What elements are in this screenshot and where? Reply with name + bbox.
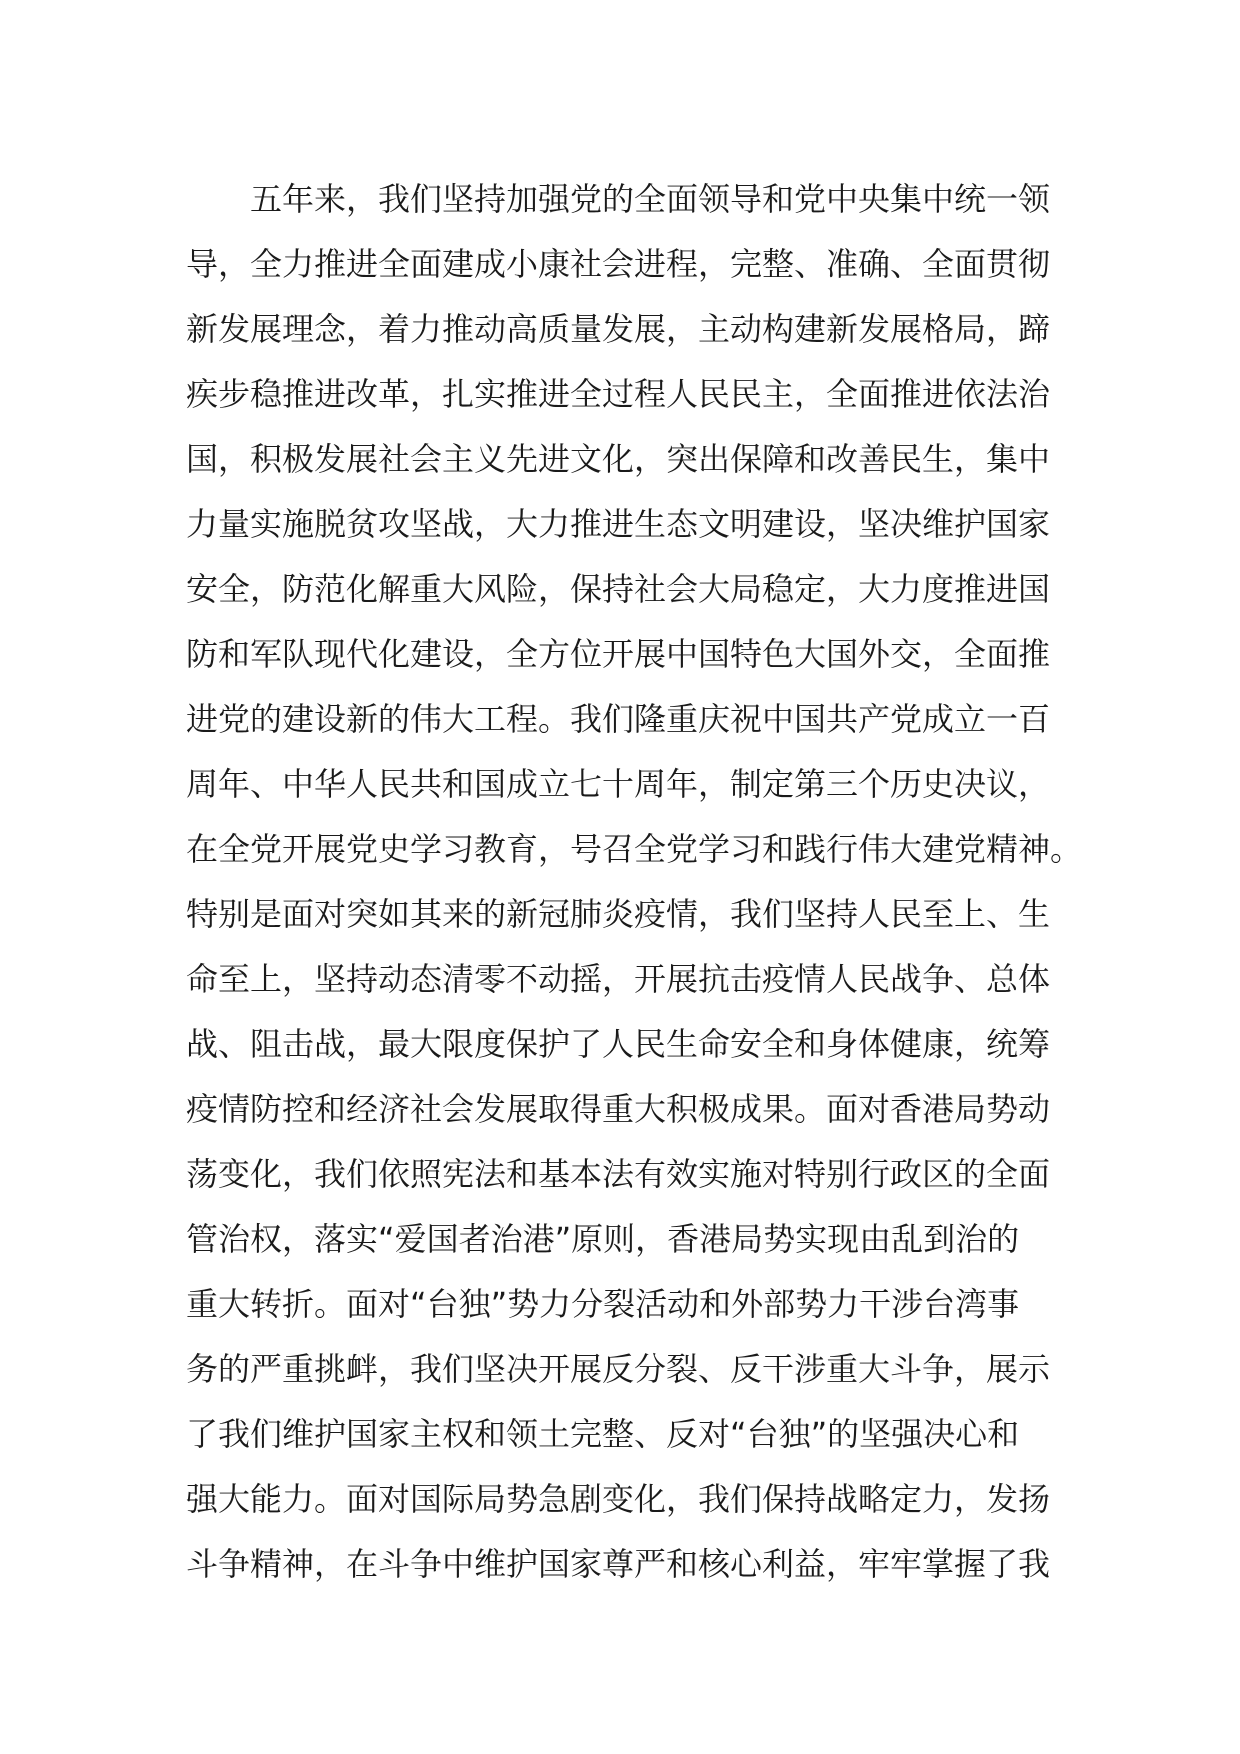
- text-line: 力量实施脱贫攻坚战，大力推进生态文明建设，坚决维护国家: [186, 505, 1051, 543]
- text-line: 新发展理念，着力推动高质量发展，主动构建新发展格局，蹄: [186, 310, 1051, 348]
- text-line: 国，积极发展社会主义先进文化，突出保障和改善民生，集中: [186, 440, 1051, 478]
- text-line: 疫情防控和经济社会发展取得重大积极成果。面对香港局势动: [186, 1090, 1051, 1128]
- text-line: 战、阻击战，最大限度保护了人民生命安全和身体健康，统筹: [186, 1025, 1051, 1063]
- text-line: 特别是面对突如其来的新冠肺炎疫情，我们坚持人民至上、生: [186, 895, 1051, 933]
- text-line: 务的严重挑衅，我们坚决开展反分裂、反干涉重大斗争，展示: [186, 1350, 1051, 1388]
- text-line: 强大能力。面对国际局势急剧变化，我们保持战略定力，发扬: [186, 1480, 1051, 1518]
- text-line: 周年、中华人民共和国成立七十周年，制定第三个历史决议，: [186, 765, 1051, 803]
- text-line: 疾步稳推进改革，扎实推进全过程人民民主，全面推进依法治: [186, 375, 1051, 413]
- text-line: 导，全力推进全面建成小康社会进程，完整、准确、全面贯彻: [186, 245, 1051, 283]
- text-line: 五年来，我们坚持加强党的全面领导和党中央集中统一领: [250, 180, 1051, 218]
- text-line: 命至上，坚持动态清零不动摇，开展抗击疫情人民战争、总体: [186, 960, 1051, 998]
- text-line: 斗争精神，在斗争中维护国家尊严和核心利益，牢牢掌握了我: [186, 1545, 1051, 1583]
- text-line: 了我们维护国家主权和领土完整、反对“台独”的坚强决心和: [186, 1415, 1020, 1453]
- text-line: 进党的建设新的伟大工程。我们隆重庆祝中国共产党成立一百: [186, 700, 1051, 738]
- body-paragraph: [186, 167, 1083, 1597]
- text-line: 重大转折。面对“台独”势力分裂活动和外部势力干涉台湾事: [186, 1285, 1020, 1323]
- text-line: 荡变化，我们依照宪法和基本法有效实施对特别行政区的全面: [186, 1155, 1051, 1193]
- text-line: 安全，防范化解重大风险，保持社会大局稳定，大力度推进国: [186, 570, 1051, 608]
- text-line: 管治权，落实“爱国者治港”原则，香港局势实现由乱到治的: [186, 1220, 1020, 1258]
- text-line: 防和军队现代化建设，全方位开展中国特色大国外交，全面推: [186, 635, 1051, 673]
- text-line: 在全党开展党史学习教育，号召全党学习和践行伟大建党精神。: [186, 830, 1083, 868]
